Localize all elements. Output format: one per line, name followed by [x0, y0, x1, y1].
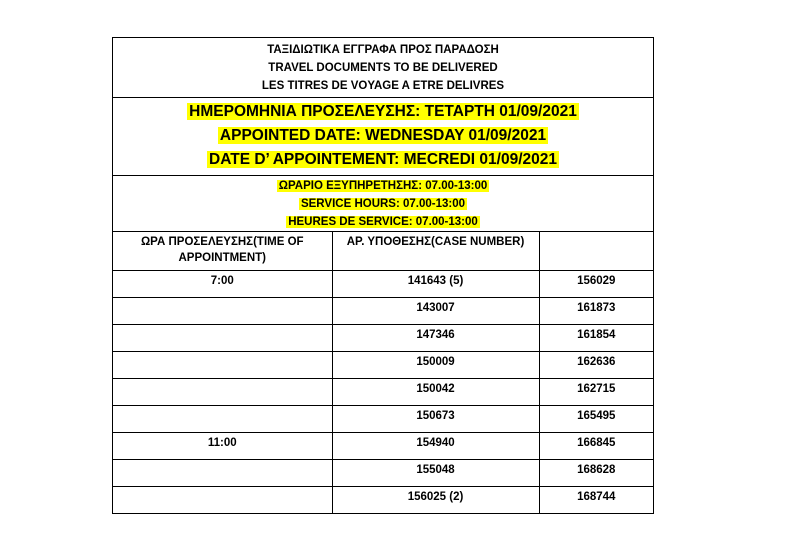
table-row [113, 351, 653, 378]
time-cell [113, 351, 332, 378]
date-french: DATE D’ APPOINTEMENT: MECREDI 01/09/2021 [209, 151, 557, 168]
table-row [113, 378, 653, 405]
time-cell [113, 324, 332, 351]
case-number-cell: 162636 [539, 351, 653, 378]
table-row [113, 270, 653, 297]
case-number-cell: 155048 [332, 459, 539, 486]
title-french: LES TITRES DE VOYAGE A ETRE DELIVRES [261, 80, 505, 92]
time-cell [113, 378, 332, 405]
hours-english: SERVICE HOURS: 07.00-13:00 [300, 198, 466, 210]
date-english: APPOINTED DATE: WEDNESDAY 01/09/2021 [219, 127, 547, 144]
appointments-table [113, 232, 653, 513]
document-sheet [112, 37, 654, 514]
time-cell [113, 297, 332, 324]
time-cell [113, 459, 332, 486]
table-row [113, 297, 653, 324]
column-header-blank [539, 232, 653, 270]
case-number-cell: 154940 [332, 432, 539, 459]
column-header-time: ΩΡΑ ΠΡΟΣΕΛΕΥΣΗΣ(TIME OF APPOINTMENT) [113, 232, 332, 270]
time-cell [113, 405, 332, 432]
table-header-row [113, 232, 653, 270]
case-number-cell: 150009 [332, 351, 539, 378]
table-row [113, 324, 653, 351]
table-row [113, 459, 653, 486]
time-cell [113, 486, 332, 513]
case-number-cell: 165495 [539, 405, 653, 432]
case-number-cell: 168744 [577, 490, 616, 503]
case-number-cell: 156025 (2) [332, 486, 539, 513]
case-number-cell: 150042 [332, 378, 539, 405]
case-number-cell: 143007 [332, 297, 539, 324]
hours-greek: ΩΡΑΡΙΟ ΕΞΥΠΗΡΕΤΗΣΗΣ: 07.00-13:00 [278, 180, 488, 192]
case-number-cell: 166845 [539, 432, 653, 459]
case-number-cell: 162715 [539, 378, 653, 405]
table-row [113, 432, 653, 459]
title-english: TRAVEL DOCUMENTS TO BE DELIVERED [268, 62, 498, 74]
case-number-cell: 141643 (5) [332, 270, 539, 297]
title-greek: ΤΑΞΙΔΙΩΤΙΚΑ ΕΓΓΡΑΦΑ ΠΡΟΣ ΠΑΡΑΔΟΣΗ [267, 44, 499, 56]
case-number-cell: 161854 [539, 324, 653, 351]
case-number-cell: 147346 [332, 324, 539, 351]
time-cell: 11:00 [113, 432, 332, 459]
case-number-cell: 161873 [539, 297, 653, 324]
date-greek: ΗΜΕΡΟΜΗΝΙΑ ΠΡΟΣΕΛΕΥΣΗΣ: ΤΕΤΑΡΤΗ 01/09/2021 [189, 103, 577, 120]
table-row [113, 405, 653, 432]
hours-french: HEURES DE SERVICE: 07.00-13:00 [288, 216, 478, 228]
case-number-cell: 156029 [539, 270, 653, 297]
date-band [113, 98, 653, 176]
case-number-cell: 150673 [332, 405, 539, 432]
case-number-cell: 168628 [539, 459, 653, 486]
hours-band [113, 176, 653, 232]
table-row [113, 486, 653, 513]
column-header-case-number: ΑΡ. ΥΠΟΘΕΣΗΣ(CASE NUMBER) [332, 232, 539, 270]
time-cell: 7:00 [113, 270, 332, 297]
title-band [113, 38, 653, 98]
